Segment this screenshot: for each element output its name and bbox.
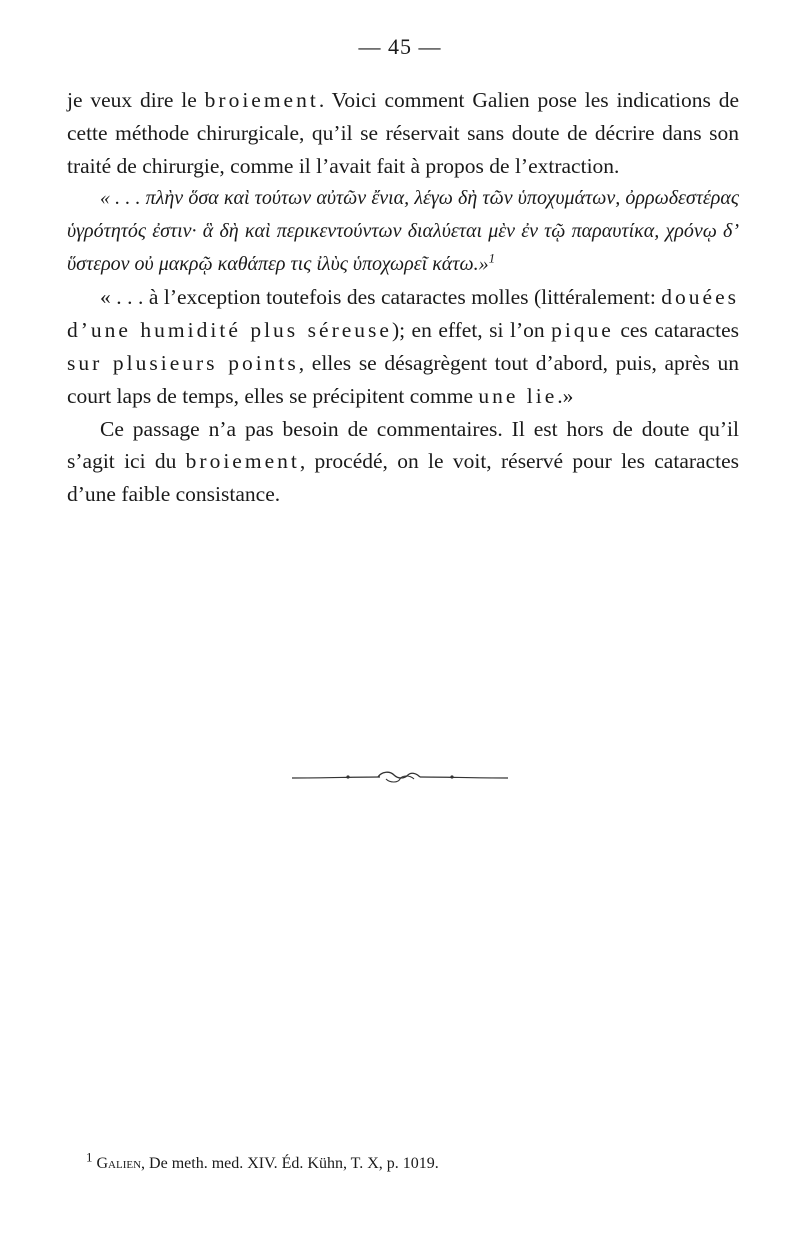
- paragraph-translation: [67, 281, 739, 412]
- ornament-divider: [290, 767, 510, 787]
- emphasis-text: douées d’une humidité plus séreuse: [67, 285, 739, 343]
- emphasis-text: sur plusieurs points: [67, 350, 299, 375]
- emphasis-broiement: broiement: [185, 449, 300, 474]
- paragraph-commentary: [67, 413, 739, 511]
- text-span: . Voici comment Galien pose les indications de cette méthode chirurgicale, qu’il se réservait sans doute de décrire dans son traité de chirurgie, comme il l’avait fait à propos de l’extraction.: [67, 88, 739, 178]
- footnote-text: , De meth. med. XIV. Éd. Kühn, T. X, p. 1019.: [141, 1155, 439, 1172]
- text-span: « . . . à l’exception toutefois des cataractes molles (littéralement:: [100, 285, 662, 310]
- text-span: Ce passage n’a pas besoin de commentaires. Il est hors de doute qu’il s’agit ici du: [67, 416, 739, 474]
- text-span: .»: [557, 383, 574, 408]
- text-span: , elles se désagrègent tout d’abord, puis, après un court laps de temps, elles se précipitent comme: [67, 350, 739, 408]
- footnote-ref[interactable]: 1: [488, 250, 496, 266]
- text-span: , procédé, on le voit, réservé pour les cataractes d’une faible consistance.: [67, 449, 739, 507]
- emphasis-broiement: broiement: [204, 88, 319, 112]
- footnote: [86, 1149, 746, 1174]
- emphasis-text: une lie: [478, 383, 558, 408]
- footnote-author: Galien: [96, 1155, 142, 1172]
- greek-text: « . . . πλὴν ὅσα καὶ τούτων αὐτῶν ἔνια, λέγω δὴ τῶν ὑποχυμάτων, ὀρρωδεστέρας ὑγρότητός ἐστιν· ἃ δὴ καὶ περικεντούντων διαλύεται μὲν ἐν τῷ παραυτίκα, χρόνῳ δ’ ὕστερον οὐ μακρῷ καθάπερ τις ἰλὺς ὑποχωρεῖ κάτω.»: [67, 187, 739, 276]
- footnote-marker: 1: [86, 1149, 93, 1165]
- text-span: ); en effet, si l’on: [391, 318, 552, 343]
- paragraph-intro: [67, 84, 739, 182]
- text-span: ces cataractes: [613, 318, 739, 343]
- text-span: je veux dire le: [67, 88, 205, 112]
- page-number: — 45 —: [358, 34, 442, 59]
- greek-quote: [67, 182, 739, 281]
- emphasis-text: pique: [551, 318, 614, 343]
- body-text: [67, 84, 739, 511]
